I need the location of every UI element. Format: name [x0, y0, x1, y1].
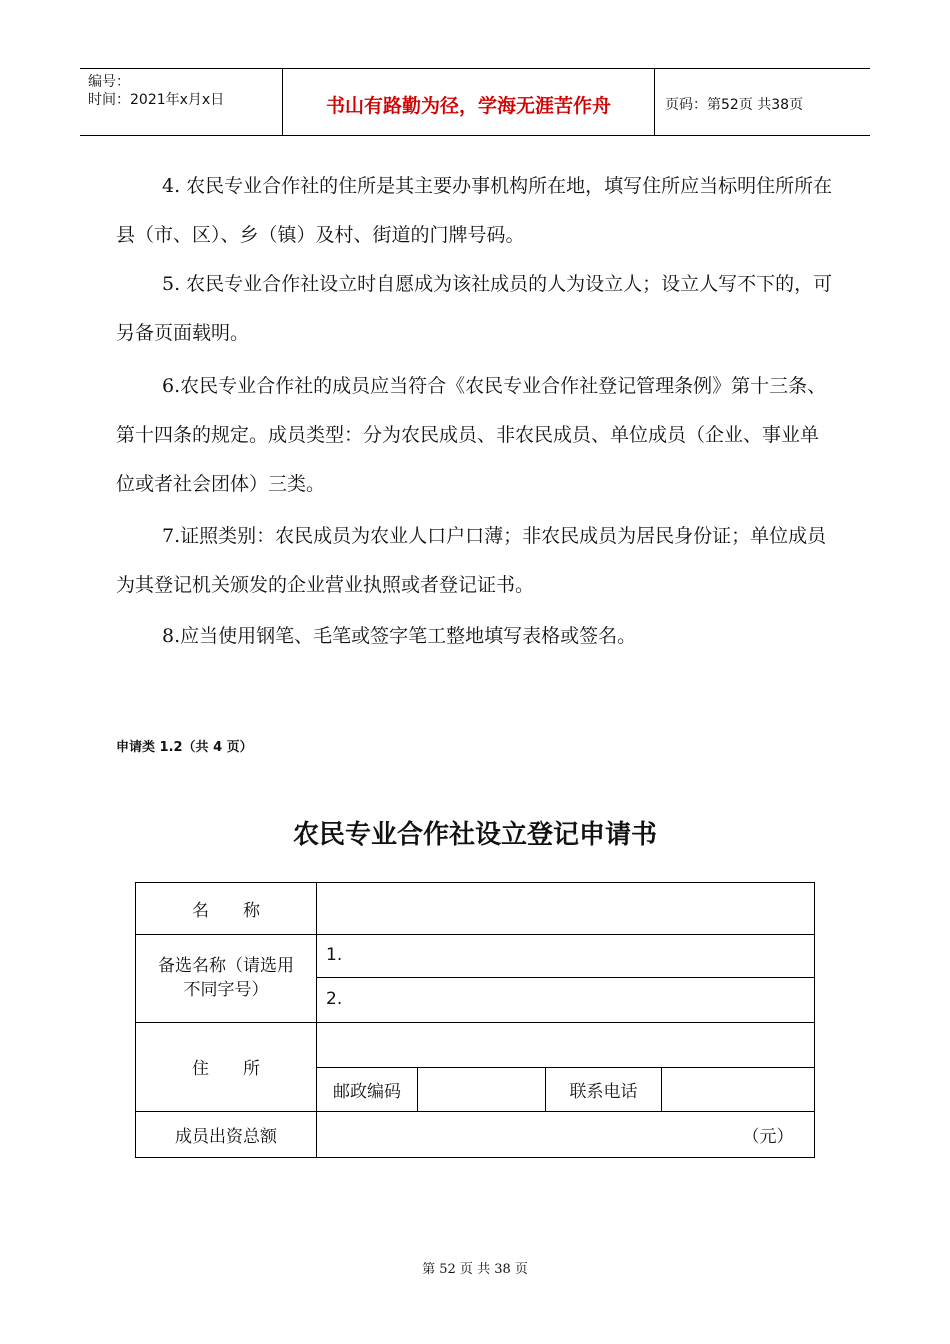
note-6: 6.农民专业合作社的成员应当符合《农民专业合作社登记管理条例》第十三条、第十四条的规定。成员类型：分为农民成员、非农民成员、单位成员（企业、事业单位或者社会团体）三类。 — [116, 375, 827, 495]
capital-field[interactable] — [317, 1112, 757, 1157]
doc-date: 时间：2021年x月x日 — [88, 92, 225, 108]
postcode-label: 邮政编码 — [333, 1082, 401, 1102]
alt-name-2-field[interactable] — [317, 978, 814, 1022]
page-footer: 第 52 页 共 38 页 — [422, 1262, 528, 1277]
address-label: 住 所 — [192, 1059, 260, 1079]
phone-label: 联系电话 — [569, 1082, 638, 1102]
alt-name-1-label: 1. — [326, 945, 343, 965]
name-field[interactable] — [317, 883, 814, 934]
note-5: 5. 农民专业合作社设立时自愿成为该社成员的人为设立人；设立人写不下的，可另备页面载明。 — [116, 273, 833, 344]
note-4: 4. 农民专业合作社的住所是其主要办事机构所在地，填写住所应当标明住所所在县（市、区）、乡（镇）及村、街道的门牌号码。 — [116, 175, 833, 246]
alt-name-1-field[interactable] — [317, 934, 814, 977]
form-title: 农民专业合作社设立登记申请书 — [292, 820, 657, 850]
header-motto: 书山有路勤为径，学海无涯苦作舟 — [283, 69, 655, 135]
alt-name-2-label: 2. — [326, 989, 343, 1009]
header-page-info: 页码：第52页 共38页 — [665, 97, 804, 113]
page-header — [80, 68, 870, 136]
doc-number-label: 编号： — [88, 74, 130, 90]
address-field[interactable] — [317, 1023, 814, 1067]
capital-unit: （元） — [742, 1126, 794, 1147]
name-label: 名 称 — [192, 901, 260, 921]
alt-name-label: 备选名称（请选用不同字号） — [158, 956, 294, 1000]
phone-field[interactable] — [662, 1068, 814, 1111]
form-category-label: 申请类 1.2（共 4 页） — [116, 740, 253, 755]
header-meta — [80, 69, 283, 135]
capital-label: 成员出资总额 — [175, 1126, 277, 1147]
application-form — [135, 882, 815, 1158]
note-8: 8.应当使用钢笔、毛笔或签字笔工整地填写表格或签名。 — [162, 625, 637, 647]
postcode-field[interactable] — [418, 1068, 545, 1111]
note-7: 7.证照类别：农民成员为农业人口户口薄；非农民成员为居民身份证；单位成员为其登记机关颁发的企业营业执照或者登记证书。 — [116, 525, 827, 596]
